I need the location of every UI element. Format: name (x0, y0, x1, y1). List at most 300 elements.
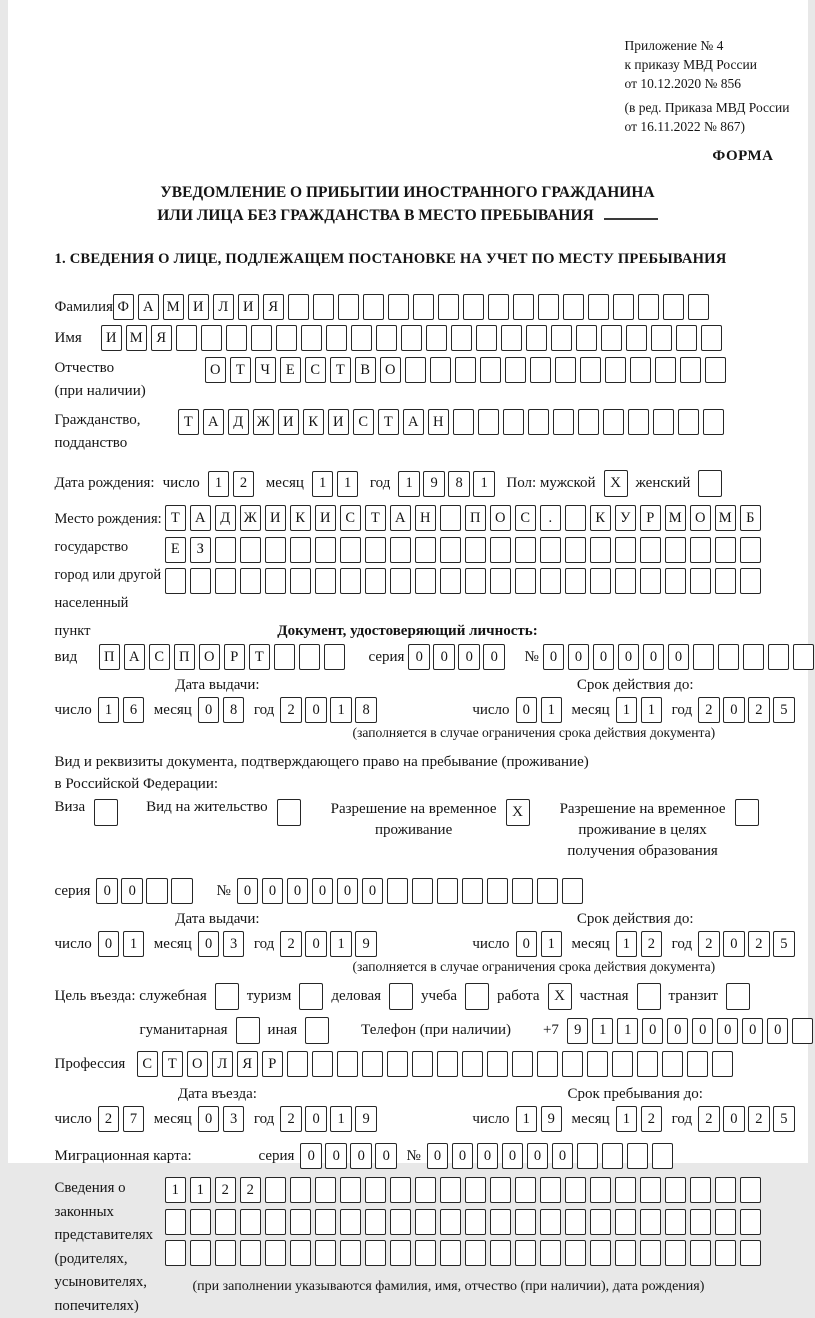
char-box (390, 1240, 412, 1266)
char-box (463, 294, 485, 320)
char-box (490, 1240, 512, 1266)
profession-label: Профессия (54, 1055, 126, 1072)
char-box (490, 537, 512, 563)
char-box (340, 1209, 362, 1235)
char-box: О (199, 644, 221, 670)
char-box (792, 1018, 814, 1044)
char-box (438, 294, 460, 320)
sex-female-checkbox (698, 470, 722, 497)
char-box: . (540, 505, 562, 531)
char-box (590, 1240, 612, 1266)
doc-type-label: вид (54, 648, 78, 665)
char-box: Р (262, 1051, 284, 1077)
char-box: О (490, 505, 512, 531)
char-box (688, 294, 710, 320)
char-box: Т (162, 1051, 184, 1077)
char-box: 0 (668, 644, 690, 670)
char-box (740, 1240, 762, 1266)
char-box (562, 1051, 584, 1077)
char-box: М (163, 294, 185, 320)
char-box (288, 294, 310, 320)
firstname-cells (101, 325, 726, 351)
char-box: 1 (541, 931, 563, 957)
stay-doc-number-cells (237, 878, 587, 904)
char-box (387, 1051, 409, 1077)
char-box (615, 537, 637, 563)
char-box (340, 537, 362, 563)
char-box: О (380, 357, 402, 383)
char-box: С (137, 1051, 159, 1077)
char-box: 0 (552, 1143, 574, 1169)
char-box (676, 325, 698, 351)
char-box: 0 (198, 931, 220, 957)
sex-male-label: Пол: мужской (506, 475, 596, 491)
char-box (190, 1209, 212, 1235)
number-label: № (524, 648, 539, 665)
purpose-study-checkbox (465, 983, 489, 1010)
char-box (226, 325, 248, 351)
firstname-row (55, 325, 808, 351)
issue-date-group: Дата выдачи: число 0 1 месяц 0 3 год 2 0 1 9 (55, 911, 381, 957)
char-box: 0 (98, 931, 120, 957)
appendix-line: к приказу МВД России (624, 57, 757, 72)
char-box (537, 878, 559, 904)
phone-cells (567, 1018, 815, 1044)
series-label: серия (54, 882, 91, 899)
char-box: 1 (312, 471, 334, 497)
representatives-block (55, 1177, 808, 1318)
char-box: 1 (616, 1106, 638, 1132)
birthplace-row-3 (165, 568, 765, 594)
stay-doc-dates (55, 911, 808, 957)
char-box: Ч (255, 357, 277, 383)
surname-cells (113, 294, 713, 320)
purpose-other-checkbox (305, 1017, 329, 1044)
form-label: ФОРМА (712, 148, 774, 164)
char-box (540, 568, 562, 594)
char-box (315, 1240, 337, 1266)
char-box: 0 (198, 697, 220, 723)
char-box (413, 294, 435, 320)
char-box (338, 294, 360, 320)
char-box (290, 537, 312, 563)
char-box: 1 (541, 697, 563, 723)
char-box (462, 878, 484, 904)
form-page (8, 0, 808, 1314)
purpose-transit-checkbox (726, 983, 750, 1010)
char-box (415, 1240, 437, 1266)
char-box (740, 1209, 762, 1235)
char-box: 9 (541, 1106, 563, 1132)
char-box (376, 325, 398, 351)
validity-note: (заполняется в случае ограничения срока действия документа) (352, 725, 716, 740)
char-box (387, 878, 409, 904)
char-box (440, 1177, 462, 1203)
issue-day-cells (98, 697, 148, 723)
char-box (165, 1209, 187, 1235)
char-box: 0 (483, 644, 505, 670)
char-box: К (303, 409, 325, 435)
char-box (287, 1051, 309, 1077)
char-box (565, 568, 587, 594)
issue-year-cells (280, 931, 380, 957)
stay-doc-intro: Вид и реквизиты документа, подтверждающего право на пребывание (проживание) в Российской Федерации: (54, 754, 589, 792)
char-box: 8 (355, 697, 377, 723)
char-box: 0 (723, 931, 745, 957)
char-box: 0 (408, 644, 430, 670)
temp-residence-checkbox: X (506, 799, 530, 826)
phone-prefix: +7 (542, 1022, 559, 1038)
char-box (565, 1177, 587, 1203)
char-box (415, 537, 437, 563)
char-box (793, 644, 815, 670)
char-box (678, 409, 700, 435)
series-label: серия (368, 648, 405, 665)
char-box (715, 537, 737, 563)
char-box (215, 1209, 237, 1235)
char-box: Я (151, 325, 173, 351)
char-box (487, 878, 509, 904)
char-box: А (403, 409, 425, 435)
char-box (640, 537, 662, 563)
purpose-commercial-label: деловая (331, 988, 382, 1004)
char-box (701, 325, 723, 351)
char-box (490, 568, 512, 594)
char-box: 0 (767, 1018, 789, 1044)
char-box (351, 325, 373, 351)
citizenship-row (55, 409, 808, 455)
char-box: 0 (723, 1106, 745, 1132)
char-box (515, 568, 537, 594)
char-box (680, 357, 702, 383)
char-box (451, 325, 473, 351)
stay-day-cells (516, 1106, 566, 1132)
char-box: И (101, 325, 123, 351)
purpose-commercial-checkbox (389, 983, 413, 1010)
char-box: 2 (280, 697, 302, 723)
birthplace-label: Место рождения: государство город или другой населенный пункт (54, 511, 162, 639)
char-box (478, 409, 500, 435)
char-box (165, 1240, 187, 1266)
char-box: 0 (262, 878, 284, 904)
char-box: 0 (643, 644, 665, 670)
char-box: 9 (355, 931, 377, 957)
char-box (440, 505, 462, 531)
purpose-transit-label: транзит (668, 988, 718, 1004)
char-box: 1 (330, 1106, 352, 1132)
char-box (190, 568, 212, 594)
char-box (251, 325, 273, 351)
title-line-1: УВЕДОМЛЕНИЕ О ПРИБЫТИИ ИНОСТРАННОГО ГРАЖДАНИНА (160, 184, 655, 201)
char-box: 1 (473, 471, 495, 497)
char-box (703, 409, 725, 435)
char-box: 0 (305, 931, 327, 957)
purpose-tourism-checkbox (299, 983, 323, 1010)
char-box (465, 568, 487, 594)
surname-row (55, 294, 808, 320)
char-box: 2 (641, 931, 663, 957)
char-box (440, 1209, 462, 1235)
char-box (615, 1209, 637, 1235)
char-box: 6 (123, 697, 145, 723)
birthdate-label: Дата рождения: (54, 475, 155, 491)
char-box (605, 357, 627, 383)
char-box: З (190, 537, 212, 563)
char-box (513, 294, 535, 320)
char-box (337, 1051, 359, 1077)
char-box (715, 1209, 737, 1235)
char-box: 2 (698, 1106, 720, 1132)
char-box: А (190, 505, 212, 531)
char-box (526, 325, 548, 351)
char-box (590, 537, 612, 563)
char-box: 2 (698, 931, 720, 957)
char-box (553, 409, 575, 435)
surname-label: Фамилия (54, 298, 113, 315)
char-box: 0 (452, 1143, 474, 1169)
char-box: О (690, 505, 712, 531)
char-box (665, 1177, 687, 1203)
char-box: 0 (516, 931, 538, 957)
purpose-humanitarian-label: гуманитарная (139, 1022, 228, 1038)
month-label: месяц (265, 475, 304, 491)
char-box (540, 537, 562, 563)
char-box: П (465, 505, 487, 531)
identity-doc-row (55, 644, 808, 670)
birth-month-cells (312, 471, 362, 497)
char-box (662, 1051, 684, 1077)
char-box: 0 (458, 644, 480, 670)
char-box: К (590, 505, 612, 531)
char-box: Ж (240, 505, 262, 531)
char-box: 0 (305, 1106, 327, 1132)
valid-month-cells (616, 931, 666, 957)
migration-card-label: Миграционная карта: (54, 1147, 192, 1164)
char-box (515, 537, 537, 563)
char-box: 0 (433, 644, 455, 670)
char-box (274, 644, 296, 670)
stay-year-cells (698, 1106, 798, 1132)
valid-year-cells (698, 931, 798, 957)
visa-checkbox (94, 799, 118, 826)
char-box: 0 (593, 644, 615, 670)
stay-doc-series-cells (96, 878, 196, 904)
char-box (265, 1209, 287, 1235)
char-box: Я (237, 1051, 259, 1077)
char-box: 1 (208, 471, 230, 497)
char-box: 7 (123, 1106, 145, 1132)
char-box: П (174, 644, 196, 670)
char-box: 0 (477, 1143, 499, 1169)
char-box (390, 1209, 412, 1235)
char-box (437, 1051, 459, 1077)
purpose-label: Цель въезда: служебная (54, 988, 207, 1004)
char-box (640, 1209, 662, 1235)
char-box (613, 294, 635, 320)
char-box (665, 1240, 687, 1266)
representatives-row-2 (165, 1209, 765, 1235)
char-box (687, 1051, 709, 1077)
char-box (555, 357, 577, 383)
char-box: Д (215, 505, 237, 531)
char-box (640, 1177, 662, 1203)
char-box (705, 357, 727, 383)
option-residence-permit: Вид на жительство (146, 799, 300, 826)
number-label: № (406, 1147, 421, 1164)
char-box (515, 1240, 537, 1266)
char-box (326, 325, 348, 351)
char-box (312, 1051, 334, 1077)
char-box (655, 357, 677, 383)
char-box (265, 1240, 287, 1266)
char-box: 9 (355, 1106, 377, 1132)
char-box (530, 357, 552, 383)
char-box (265, 537, 287, 563)
char-box: Т (230, 357, 252, 383)
char-box: 0 (375, 1143, 397, 1169)
char-box: Н (415, 505, 437, 531)
char-box: И (238, 294, 260, 320)
purpose-work-checkbox: X (548, 983, 572, 1010)
char-box: 0 (350, 1143, 372, 1169)
char-box (365, 537, 387, 563)
char-box (637, 1051, 659, 1077)
char-box (176, 325, 198, 351)
appendix-line: (в ред. Приказа МВД России (624, 100, 790, 115)
char-box: 0 (287, 878, 309, 904)
valid-day-cells (516, 697, 566, 723)
char-box: А (390, 505, 412, 531)
char-box: 0 (300, 1143, 322, 1169)
char-box: С (149, 644, 171, 670)
char-box: 2 (233, 471, 255, 497)
char-box (551, 325, 573, 351)
char-box: 2 (280, 931, 302, 957)
char-box (690, 1209, 712, 1235)
doc-number-cells (543, 644, 815, 670)
char-box (240, 1240, 262, 1266)
char-box (401, 325, 423, 351)
char-box: 1 (617, 1018, 639, 1044)
char-box (146, 878, 168, 904)
char-box (415, 1209, 437, 1235)
char-box (652, 1143, 674, 1169)
char-box: В (355, 357, 377, 383)
char-box (426, 325, 448, 351)
char-box: 5 (773, 1106, 795, 1132)
char-box (515, 1177, 537, 1203)
doc-type-cells (99, 644, 349, 670)
char-box: 0 (427, 1143, 449, 1169)
number-label: № (216, 882, 231, 899)
char-box (290, 1240, 312, 1266)
char-box: И (278, 409, 300, 435)
char-box: 9 (567, 1018, 589, 1044)
char-box (315, 1177, 337, 1203)
char-box: У (615, 505, 637, 531)
char-box: 0 (362, 878, 384, 904)
char-box: К (290, 505, 312, 531)
char-box (690, 537, 712, 563)
char-box (651, 325, 673, 351)
appendix-line: Приложение № 4 (624, 38, 724, 53)
char-box (301, 325, 323, 351)
char-box (743, 644, 765, 670)
char-box: 1 (641, 697, 663, 723)
valid-day-cells (516, 931, 566, 957)
char-box (315, 1209, 337, 1235)
char-box (538, 294, 560, 320)
char-box (430, 357, 452, 383)
option-temp-residence-education: Разрешение на временное проживание в целях получения образования (560, 799, 759, 862)
entry-month-cells (198, 1106, 248, 1132)
char-box (565, 537, 587, 563)
char-box: Р (640, 505, 662, 531)
birth-year-cells (398, 471, 498, 497)
char-box: И (315, 505, 337, 531)
char-box: А (138, 294, 160, 320)
char-box: 9 (423, 471, 445, 497)
char-box (324, 644, 346, 670)
representatives-row-3 (165, 1240, 765, 1266)
char-box: 0 (198, 1106, 220, 1132)
char-box (365, 1240, 387, 1266)
char-box: 1 (190, 1177, 212, 1203)
char-box: 1 (337, 471, 359, 497)
issue-date-group: Дата выдачи: число 1 6 месяц 0 8 год 2 0 1 8 (55, 677, 381, 723)
char-box: А (203, 409, 225, 435)
issue-year-cells (280, 697, 380, 723)
valid-until-group: Срок действия до: число 0 1 месяц 1 1 год 2 0 2 5 (472, 677, 798, 723)
char-box (512, 1051, 534, 1077)
char-box: Т (365, 505, 387, 531)
char-box (365, 1209, 387, 1235)
char-box: 3 (223, 1106, 245, 1132)
issue-month-cells (198, 931, 248, 957)
char-box (290, 568, 312, 594)
char-box (480, 357, 502, 383)
char-box: 2 (240, 1177, 262, 1203)
char-box (588, 294, 610, 320)
char-box (501, 325, 523, 351)
char-box: Л (212, 1051, 234, 1077)
purpose-tourism-label: туризм (246, 988, 292, 1004)
char-box (615, 568, 637, 594)
char-box (565, 1240, 587, 1266)
char-box (265, 568, 287, 594)
purpose-other-label: иная (267, 1022, 298, 1038)
char-box: С (305, 357, 327, 383)
char-box: 3 (223, 931, 245, 957)
char-box (440, 537, 462, 563)
char-box: Т (330, 357, 352, 383)
issue-day-cells (98, 931, 148, 957)
birthplace-row-2 (165, 537, 765, 563)
char-box: Т (249, 644, 271, 670)
profession-row (55, 1051, 808, 1077)
char-box: 5 (773, 931, 795, 957)
purpose-humanitarian-checkbox (236, 1017, 260, 1044)
char-box: 0 (642, 1018, 664, 1044)
char-box: Я (263, 294, 285, 320)
char-box: М (665, 505, 687, 531)
char-box (215, 537, 237, 563)
char-box: 0 (667, 1018, 689, 1044)
representatives-row-1 (165, 1177, 765, 1203)
year-label: год (369, 475, 391, 491)
char-box (528, 409, 550, 435)
char-box: О (187, 1051, 209, 1077)
